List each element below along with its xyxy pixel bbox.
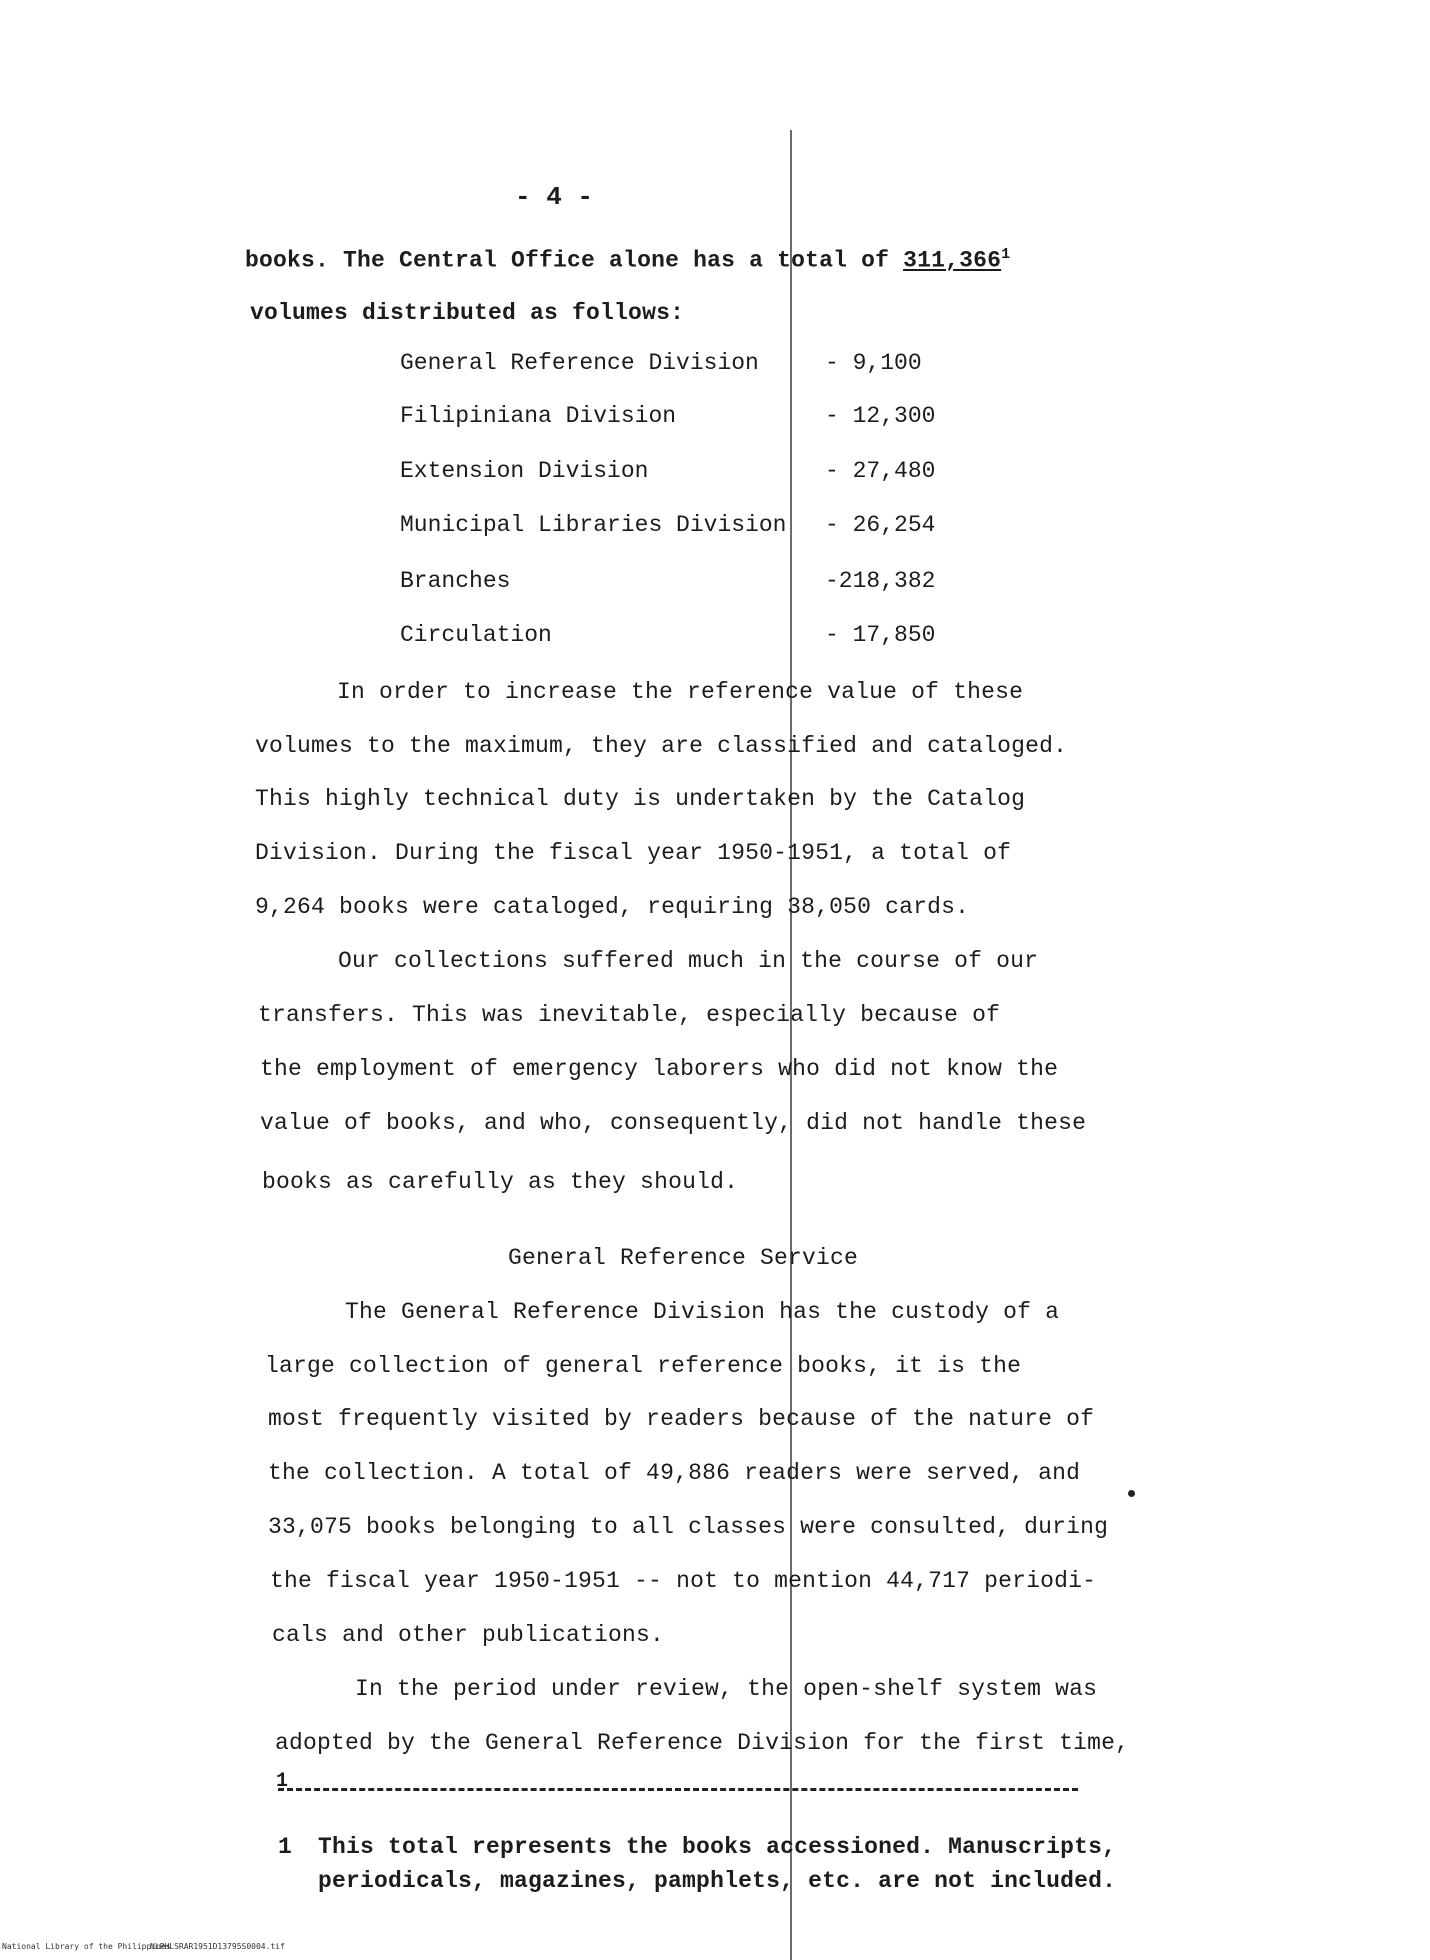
distribution-row <box>400 403 960 435</box>
paragraph-line: large collection of general reference books, it is the <box>265 1353 1022 1379</box>
division-count: - 9,100 <box>825 350 922 376</box>
paragraph-line: the fiscal year 1950-1951 -- not to mention 44,717 periodi- <box>270 1568 1097 1594</box>
division-label: Extension Division <box>400 458 649 484</box>
footnote-rule-mark: 1 <box>276 1770 289 1793</box>
intro-line-1-text: books. The Central Office alone has a total of <box>245 247 904 274</box>
division-count: - 17,850 <box>825 622 936 648</box>
paragraph-line: the employment of emergency laborers who did not know the <box>260 1056 1059 1082</box>
paragraph-line: This highly technical duty is undertaken by the Catalog <box>255 786 1026 812</box>
division-count: - 12,300 <box>825 403 936 429</box>
division-count: - 26,254 <box>825 512 936 538</box>
division-label: Circulation <box>400 622 552 648</box>
paragraph-line: volumes to the maximum, they are classified and cataloged. <box>255 733 1068 759</box>
paragraph-line: Our collections suffered much in the course of our <box>338 948 1039 974</box>
paragraph-line: 33,075 books belonging to all classes were consulted, during <box>268 1514 1109 1540</box>
distribution-row <box>400 622 960 654</box>
intro-line-2: volumes distributed as follows: <box>250 300 685 326</box>
division-count: - 27,480 <box>825 458 936 484</box>
paragraph-line: value of books, and who, consequently, did not handle these <box>260 1110 1087 1136</box>
footnote-separator <box>278 1788 1078 1791</box>
paragraph-line: transfers. This was inevitable, especially because of <box>258 1002 1001 1028</box>
distribution-row <box>400 568 960 600</box>
total-volumes-number: 311,366 <box>903 247 1002 274</box>
distribution-row <box>400 512 960 544</box>
division-label: Branches <box>400 568 511 594</box>
division-label: Municipal Libraries Division <box>400 512 787 538</box>
paragraph-line: 9,264 books were cataloged, requiring 38,050 cards. <box>255 894 970 920</box>
footer-institution: National Library of the Philippines <box>2 1942 171 1951</box>
paragraph-line: In the period under review, the open-shelf system was <box>355 1676 1098 1702</box>
footnote-line: periodicals, magazines, pamphlets, etc. are not included. <box>318 1868 1117 1894</box>
page-number: - 4 - <box>515 182 594 212</box>
footnote-ref: 1 <box>1001 246 1011 263</box>
section-heading: General Reference Service <box>508 1245 859 1271</box>
paragraph-line: adopted by the General Reference Division for the first time, <box>275 1730 1130 1756</box>
paragraph-line: most frequently visited by readers because of the nature of <box>268 1406 1095 1432</box>
paragraph-line: cals and other publications. <box>272 1622 665 1648</box>
intro-line-1 <box>245 240 1010 276</box>
footer-file-id: NLPHLSRAR1951D13795S0004.tif <box>150 1942 285 1951</box>
footnote-number: 1 <box>278 1834 293 1860</box>
division-label: Filipiniana Division <box>400 403 677 429</box>
paragraph-line: The General Reference Division has the custody of a <box>345 1299 1060 1325</box>
paragraph-line: In order to increase the reference value of these <box>337 679 1024 705</box>
paragraph-line: Division. During the fiscal year 1950-1951, a total of <box>255 840 1012 866</box>
scan-speck <box>1128 1490 1135 1497</box>
footnote-line: This total represents the books accessioned. Manuscripts, <box>318 1834 1117 1860</box>
paragraph-line: the collection. A total of 49,886 readers were served, and <box>268 1460 1081 1486</box>
division-label: General Reference Division <box>400 350 759 376</box>
distribution-row <box>400 350 960 382</box>
distribution-row <box>400 458 960 490</box>
paragraph-line: books as carefully as they should. <box>262 1169 739 1195</box>
division-count: -218,382 <box>825 568 936 594</box>
